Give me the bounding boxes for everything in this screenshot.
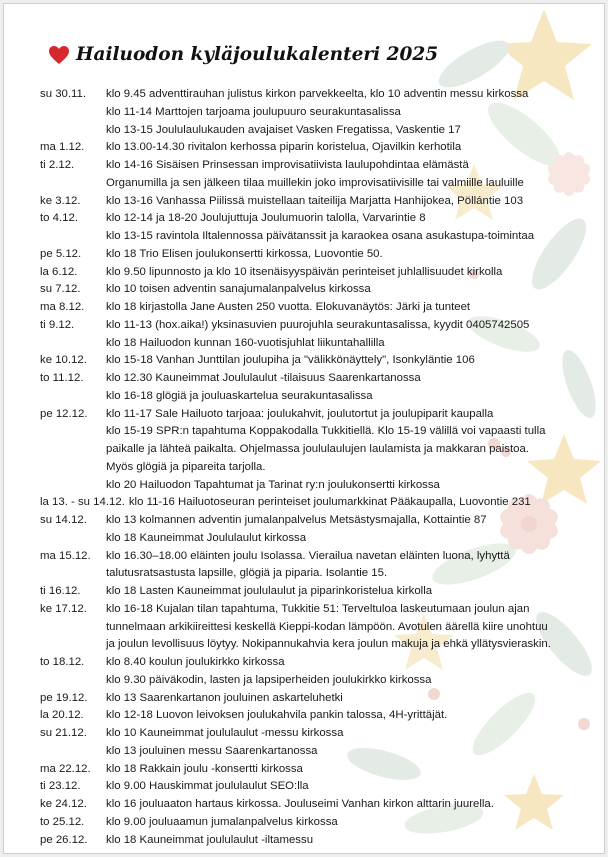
event-description: klo 14-16 Sisäisen Prinsessan improvisatiivista laulupohdintaa elämästä: [106, 159, 469, 171]
event-description: klo 18 kirjastolla Jane Austen 250 vuotta. Elokuvanäytös: Järki ja tunteet: [106, 301, 471, 313]
event-date: to 25.12.: [40, 815, 85, 828]
calendar-page: [3, 3, 605, 854]
event-row: [40, 778, 600, 796]
event-date: [40, 122, 106, 140]
event-row: [40, 281, 600, 299]
event-row: [40, 707, 600, 725]
event-row: [40, 796, 600, 814]
event-description: klo 15-19 SPR:n tapahtuma Koppakodalla Tukkitiellä. Klo 15-19 välillä voi vapaasti tulla: [106, 425, 546, 438]
event-description: tunnelmaan arkikiireittesi keskellä Kieppi-kodan lämpöön. Avotulen äärellä kiire unohtuu: [106, 620, 548, 633]
event-row: [40, 636, 600, 654]
event-date: pe 26.12.: [40, 833, 88, 846]
event-date: [40, 175, 106, 193]
event-date: pe 19.12.: [40, 691, 88, 704]
event-description: klo 9.45 adventtirauhan julistus kirkon parvekkeelta, klo 10 adventin messu kirkossa: [106, 88, 529, 100]
event-description: klo 16-18 Kujalan tilan tapahtuma, Tukkitie 51: Terveltuloa laskeutumaan joulun ajan: [106, 602, 530, 615]
event-date: [40, 228, 106, 246]
heart-icon: [48, 45, 70, 65]
event-description: klo 13 Saarenkartanon jouluinen askarteluhetki: [106, 691, 343, 704]
event-row: [40, 814, 600, 832]
event-description: klo 9.50 lipunnosto ja klo 10 itsenäisyyspäivän perinteiset juhlallisuudet kirkolla: [106, 265, 503, 278]
event-row: [40, 743, 600, 761]
event-description: Myös glögiä ja pipareita tarjolla.: [106, 460, 266, 473]
event-description: klo 16.30–18.00 eläinten joulu Isolassa. Vierailua navetan eläinten luona, lyhyttä: [106, 549, 510, 562]
event-row: [40, 317, 600, 335]
event-row: [40, 406, 600, 424]
event-date: ti 16.12.: [40, 585, 81, 597]
event-date: [40, 388, 106, 406]
event-description: klo 10 toisen adventin sanajumalanpalvelus kirkossa: [106, 283, 371, 296]
event-description: klo 18 Kauneimmat joululaulut -iltamessu: [106, 833, 314, 846]
event-date: [40, 423, 106, 441]
event-date: ma 8.12.: [40, 301, 85, 313]
event-date: to 11.12.: [40, 372, 84, 384]
event-date: su 30.11.: [40, 88, 87, 100]
event-row: [40, 210, 600, 228]
event-row: [40, 459, 600, 477]
event-date: [40, 636, 106, 654]
event-row: [40, 175, 600, 193]
event-row: [40, 761, 600, 779]
event-date: ke 24.12.: [40, 798, 87, 810]
event-date: [40, 441, 106, 459]
event-row: [40, 264, 600, 282]
event-date: pe 5.12.: [40, 247, 82, 260]
event-description: klo 11-16 Hailuotoseuran perinteiset joulumarkkinat Pääkaupalla, Luovontie 231: [128, 496, 531, 509]
event-row: [40, 228, 600, 246]
event-row: [40, 601, 600, 619]
event-description: klo 15-18 Vanhan Junttilan joulupiha ja "välikkönäyttely", Isonkyläntie 106: [106, 354, 475, 367]
event-date: ma 22.12.: [40, 762, 91, 775]
event-date: ke 3.12.: [40, 194, 81, 207]
event-row: [40, 139, 600, 157]
event-date: su 14.12.: [40, 514, 87, 526]
event-description: klo 12-14 ja 18-20 Joulujuttuja Joulumuorin talolla, Varvarintie 8: [106, 212, 426, 225]
event-row: [40, 583, 600, 601]
event-description: klo 18 Kauneimmat Joululaulut kirkossa: [106, 531, 307, 544]
event-description: klo 16 jouluaaton hartaus kirkossa. Jouluseimi Vanhan kirkon alttarin juurella.: [106, 798, 494, 810]
event-row: [40, 299, 600, 317]
event-date: [40, 619, 106, 637]
event-description: klo 13.00-14.30 rivitalon kerhossa piparin koristelua, Ojavilkin kerhotila: [106, 141, 462, 154]
event-date: su 7.12.: [40, 283, 81, 296]
event-description: klo 8.40 koulun joulukirkko kirkossa: [106, 656, 285, 668]
event-row: [40, 512, 600, 530]
event-row: [40, 388, 600, 406]
event-date: [40, 565, 106, 583]
event-date: la 20.12.: [40, 709, 84, 722]
event-date: to 18.12.: [40, 656, 85, 668]
event-date: la 6.12.: [40, 265, 78, 278]
event-row: [40, 494, 600, 512]
event-description: klo 11-14 Marttojen tarjoama joulupuuro seurakuntasalissa: [106, 105, 401, 118]
event-row: [40, 672, 600, 690]
event-row: [40, 157, 600, 175]
page-header: [48, 44, 438, 65]
event-date: [40, 672, 106, 690]
event-date: ti 9.12.: [40, 318, 75, 331]
event-row: [40, 370, 600, 388]
event-date: pe 12.12.: [40, 407, 88, 420]
event-description: klo 18 Lasten Kauneimmat joululaulut ja piparinkoristelua kirkolla: [106, 585, 433, 597]
event-row: [40, 619, 600, 637]
event-row: [40, 690, 600, 708]
event-description: klo 10 Kauneimmat joululaulut -messu kirkossa: [106, 727, 344, 739]
event-description: klo 9.00 jouluaamun jumalanpalvelus kirkossa: [106, 815, 338, 828]
event-date: [40, 743, 106, 761]
event-row: [40, 335, 600, 353]
event-date: ti 2.12.: [40, 159, 75, 171]
event-date: ti 23.12.: [40, 780, 81, 793]
event-row: [40, 725, 600, 743]
event-row: [40, 352, 600, 370]
event-description: klo 13-15 ravintola Iltalennossa päivätanssit ja karaokea osana asukastupa-toimintaa: [106, 230, 535, 242]
event-date: ke 17.12.: [40, 602, 87, 615]
event-row: [40, 246, 600, 264]
event-description: klo 18 Rakkain joulu -konsertti kirkossa: [106, 762, 303, 775]
event-description: klo 12.30 Kauneimmat Joululaulut -tilaisuus Saarenkartanossa: [106, 372, 421, 384]
event-row: [40, 477, 600, 495]
event-date: [40, 335, 106, 353]
event-description: klo 13 kolmannen adventin jumalanpalvelus Metsästysmajalla, Kottaintie 87: [106, 514, 487, 526]
event-list: [40, 86, 600, 849]
event-row: [40, 104, 600, 122]
event-row: [40, 565, 600, 583]
event-date: ke 10.12.: [40, 354, 87, 367]
event-description: klo 16-18 glögiä ja jouluaskartelua seurakuntasalissa: [106, 389, 373, 402]
event-description: paikalle ja lähteä paikalta. Ohjelmassa joululaulujen laulamista ja makkaran paistoa.: [106, 443, 529, 455]
event-description: klo 13-16 Vanhassa Piilissä muistellaan taiteilija Marjatta Hanhijokea, Pöllántie 103: [106, 194, 524, 207]
event-row: [40, 654, 600, 672]
event-date: [40, 530, 106, 548]
event-row: [40, 193, 600, 211]
event-date: ma 15.12.: [40, 549, 91, 562]
event-date: [40, 477, 106, 495]
event-description: klo 13-15 Joululaulukauden avajaiset Vasken Fregatissa, Vaskentie 17: [106, 123, 461, 136]
event-row: [40, 441, 600, 459]
event-date: to 4.12.: [40, 212, 78, 225]
event-date: su 21.12.: [40, 727, 87, 739]
event-date: [40, 104, 106, 122]
event-description: talutusratsastusta lapsille, glögiä ja piparia. Isolantie 15.: [106, 567, 388, 580]
event-description: klo 11-13 (hox.aika!) yksinasuvien puurojuhla seurakuntasalissa, kyydit 0405742505: [106, 318, 530, 331]
event-description: klo 11-17 Sale Hailuoto tarjoaa: joulukahvit, joulutortut ja joulupiparit kaupalla: [106, 407, 494, 420]
event-row: [40, 832, 600, 850]
page-title: Hailuodon kyläjoulukalenteri 2025: [76, 44, 439, 65]
event-description: klo 20 Hailuodon Tapahtumat ja Tarinat ry:n joulukonsertti kirkossa: [106, 478, 440, 491]
event-row: [40, 530, 600, 548]
event-description: ja joulun levollisuus löytyy. Nokipannukahvia kera joulun makuja ja ehkä yllätysvieraskin.: [106, 638, 551, 651]
event-description: klo 18 Hailuodon kunnan 160-vuotisjuhlat liikuntahallilla: [106, 336, 385, 349]
event-description: Organumilla ja sen jälkeen tilaa muillekin joko improvisatiivisille tai valmiille lauluille: [106, 176, 524, 189]
event-description: klo 9.30 päiväkodin, lasten ja lapsiperheiden joulukirkko kirkossa: [106, 673, 432, 686]
event-row: [40, 122, 600, 140]
event-row: [40, 86, 600, 104]
event-date: [40, 459, 106, 477]
event-date: ma 1.12.: [40, 141, 85, 154]
event-row: [40, 548, 600, 566]
event-row: [40, 423, 600, 441]
event-description: klo 13 jouluinen messu Saarenkartanossa: [106, 744, 318, 757]
event-date: la 13. - su 14.12.: [40, 496, 125, 509]
event-description: klo 9.00 Hauskimmat joululaulut SEO:lla: [106, 780, 309, 793]
event-description: klo 12-18 Luovon leivoksen joulukahvila pankin talossa, 4H-yrittäjät.: [106, 709, 448, 722]
event-description: klo 18 Trio Elisen joulukonsertti kirkossa, Luovontie 50.: [106, 247, 383, 260]
